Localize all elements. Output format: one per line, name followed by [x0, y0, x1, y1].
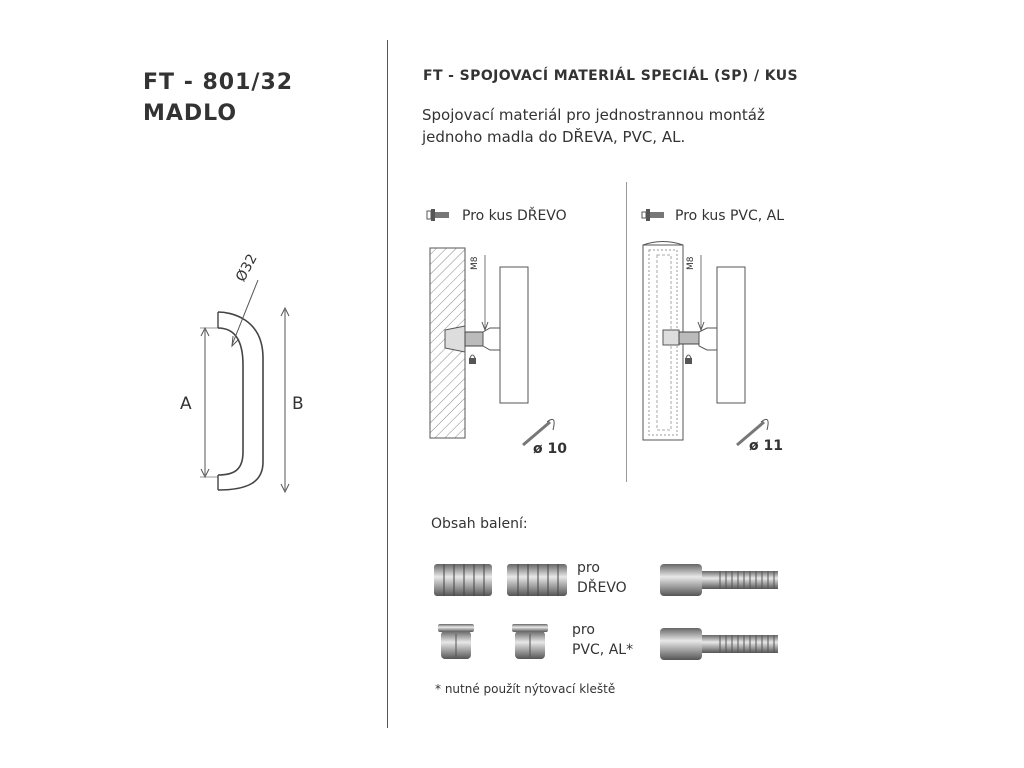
bolt-image-2 [658, 624, 780, 664]
pvc-thread-label: M8 [686, 256, 696, 270]
dimension-a-label: A [180, 394, 192, 414]
wood-package-line-2: DŘEVO [577, 580, 627, 596]
wood-insert-1 [434, 564, 492, 596]
pvc-rivet-1 [438, 624, 474, 659]
wood-mount-diagram [425, 200, 585, 465]
wood-insert-2 [507, 564, 567, 596]
section-description [422, 104, 765, 148]
wood-inserts-image [432, 558, 572, 603]
pvc-package-label [572, 622, 633, 658]
pvc-package-line-1: pro [572, 622, 595, 638]
wood-screw-icon [427, 209, 449, 221]
pvc-rivet-2 [512, 624, 548, 659]
wood-handle-base [500, 267, 528, 403]
pvc-mount-diagram [637, 200, 797, 465]
diameter-leader [232, 280, 258, 345]
pvc-mount-label: Pro kus PVC, AL [675, 208, 785, 224]
section-title: FT - SPOJOVACÍ MATERIÁL SPECIÁL (SP) / KUS [423, 68, 799, 84]
dimension-b-label: B [292, 394, 304, 414]
wood-drill-label: ø 10 [533, 441, 567, 457]
wood-thread-label: M8 [470, 256, 480, 270]
vertical-divider [387, 40, 388, 728]
package-title: Obsah balení: [431, 516, 528, 532]
handle-diagram [170, 270, 320, 505]
wood-mount-label: Pro kus DŘEVO [462, 208, 567, 224]
package-footnote: * nutné použít nýtovací kleště [435, 682, 616, 696]
product-code: FT - 801/32 [143, 70, 294, 95]
diameter-label: Ø32 [233, 251, 261, 285]
wood-package-label [577, 560, 627, 596]
bolt-image-1 [658, 560, 780, 600]
pvc-screw-icon [642, 209, 664, 221]
pvc-drill-label: ø 11 [749, 438, 783, 454]
pvc-rivets-image [432, 622, 562, 664]
pvc-package-line-2: PVC, AL* [572, 642, 634, 658]
diagram-divider [626, 182, 627, 482]
product-name: MADLO [143, 101, 238, 126]
pvc-handle-base [717, 267, 745, 403]
description-line-2: jednoho madla do DŘEVA, PVC, AL. [422, 128, 686, 146]
description-line-1: Spojovací materiál pro jednostrannou montáž [422, 106, 765, 124]
handle-inner-contour [218, 328, 243, 475]
wood-package-line-1: pro [577, 560, 600, 576]
